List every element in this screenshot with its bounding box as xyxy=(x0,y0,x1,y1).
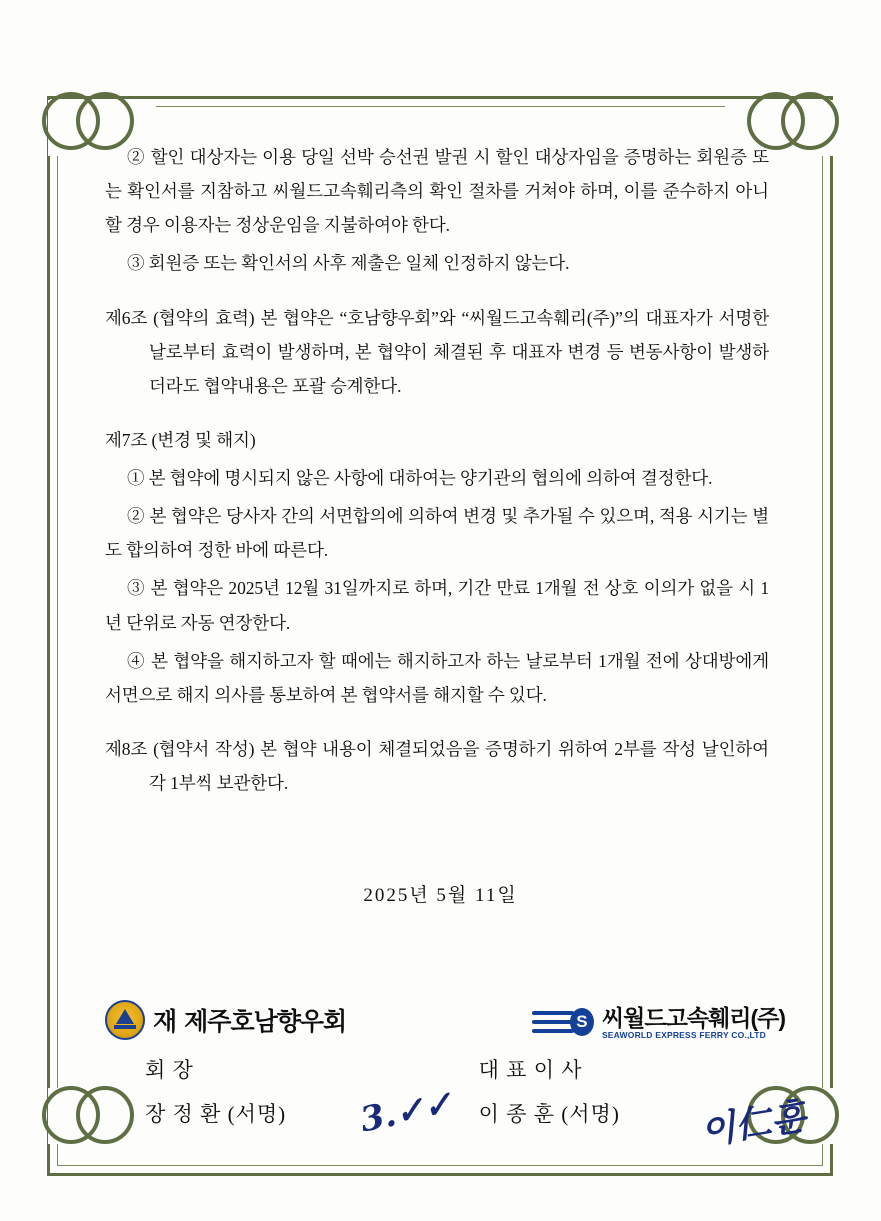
paragraph-article-7-item-1: ① 본 협약에 명시되지 않은 사항에 대하여는 양기관의 협의에 의하여 결정한다. xyxy=(127,468,713,488)
paragraph-article-7-item-2: ② 본 협약은 당사자 간의 서면합의에 의하여 변경 및 추가될 수 있으며, 적용 시기는 별도 합의하여 정한 바에 따른다. xyxy=(105,506,769,561)
signature-block xyxy=(105,1000,809,1153)
organization-left-prefix: 재 xyxy=(153,1008,177,1036)
organization-right xyxy=(532,1006,785,1040)
organization-left xyxy=(105,1000,346,1040)
signatory-titles xyxy=(105,1054,785,1084)
signatory-left-title: 회 장 xyxy=(145,1058,194,1082)
organization-right-name-ko: 씨월드고속훼리(주) xyxy=(601,1005,785,1032)
organization-left-name: 제주호남향우회 xyxy=(184,1008,347,1036)
signing-date: 2025년 5월 11일 xyxy=(363,885,518,906)
organization-right-names xyxy=(602,1006,785,1039)
paragraph-article-7-item-4: ④ 본 협약을 해지하고자 할 때에는 해지하고자 하는 날로부터 1개월 전에 상대방에게 서면으로 해지 의사를 통보하여 본 협약서를 해지할 수 있다. xyxy=(105,650,769,705)
seaworld-ferry-logo-icon xyxy=(532,1006,594,1040)
signatory-names xyxy=(105,1098,785,1128)
jeju-honam-emblem-icon xyxy=(105,1000,145,1040)
signatory-right-title: 대 표 이 사 xyxy=(478,1058,583,1082)
signatory-left-name: 장 정 환 (서명) xyxy=(145,1102,287,1126)
document-body xyxy=(105,140,769,804)
paragraph-clause-2-item-3: ③ 회원증 또는 확인서의 사후 제출은 일체 인정하지 않는다. xyxy=(127,253,570,274)
organization-right-name-en: SEAWORLD EXPRESS FERRY CO.,LTD xyxy=(601,1029,766,1040)
signature-left-handwritten: 3.✓✓ xyxy=(357,1083,456,1141)
paragraph-article-8: 제8조 (협약서 작성) 본 협약 내용이 체결되었음을 증명하기 위하여 2부를 작성 날인하여 각 1부씩 보관한다. xyxy=(105,738,769,793)
paragraph-clause-2-item-2: ② 할인 대상자는 이용 당일 선박 승선권 발권 시 할인 대상자임을 증명하는 회원증 또는 확인서를 지참하고 씨월드고속훼리측의 확인 절차를 거쳐야 하며, 이를 준수하지 아니할 경우 이용자는 정상운임을 지불하여야 한다. xyxy=(105,147,769,236)
organization-row xyxy=(105,1000,785,1040)
ferry-logo-letter: S xyxy=(570,1008,594,1036)
paragraph-article-7-title: 제7조 (변경 및 해지) xyxy=(105,429,256,450)
signature-right-handwritten: 이仁훈 xyxy=(697,1094,809,1153)
signatory-right-name: 이 종 훈 (서명) xyxy=(478,1102,620,1126)
paragraph-article-7-item-3: ③ 본 협약은 2025년 12월 31일까지로 하며, 기간 만료 1개월 전 상호 이의가 없을 시 1년 단위로 자동 연장한다. xyxy=(105,578,769,633)
paragraph-article-6: 제6조 (협약의 효력) 본 협약은 “호남향우회”와 “씨월드고속훼리(주)”의 대표자가 서명한 날로부터 효력이 발생하며, 본 협약이 체결된 후 대표자 변경 등 변동사항이 발생하더라도 협약내용은 포괄 승계한다. xyxy=(105,307,769,396)
